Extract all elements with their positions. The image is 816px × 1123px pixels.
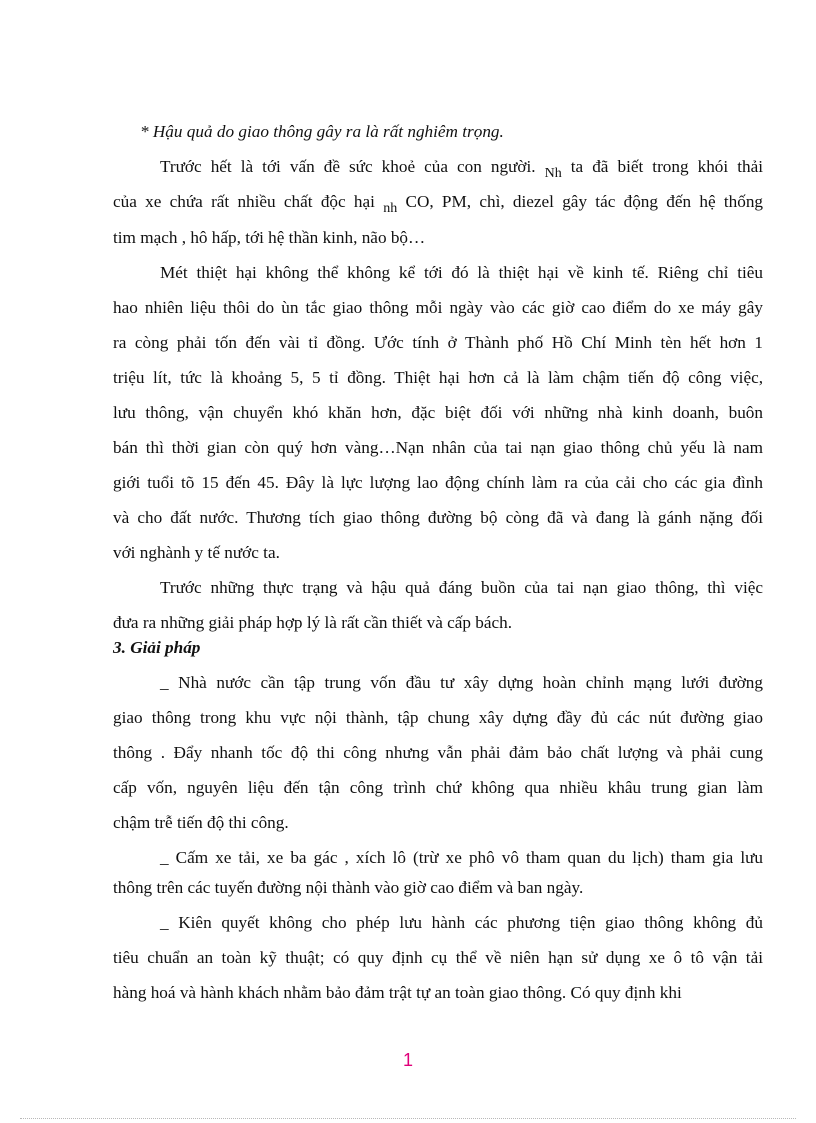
section-heading: 3. Giải pháp (113, 638, 201, 657)
paragraph-2-line: và cho đất nước. Thương tích giao thông đường bộ còng đã và đang là gánh nặng đối (113, 508, 763, 527)
paragraph-3-line: Trước những thực trạng và hậu quả đáng buồn của tai nạn giao thông, thì việc (160, 578, 763, 597)
text-span: CO, PM, chì, diezel gây tác động đến hệ thống (405, 192, 764, 211)
paragraph-4-line: chậm trễ tiến độ thi công. (113, 813, 289, 832)
paragraph-4-line: giao thông trong khu vực nội thành, tập chung xây dựng đầy đủ các nút đường giao (113, 708, 763, 727)
paragraph-6-line: tiêu chuẩn an toàn kỹ thuật; có quy định cụ thể về niên hạn sử dụng xe ô tô vận tải (113, 948, 763, 967)
paragraph-5-line: _ Cấm xe tải, xe ba gác , xích lô (trừ xe phô vô tham quan du lịch) tham gia lưu (160, 848, 763, 867)
paragraph-3-line: đưa ra những giải pháp hợp lý là rất cần thiết và cấp bách. (113, 613, 513, 632)
paragraph-1-line-3: tim mạch , hô hấp, tới hệ thần kinh, não bộ… (113, 228, 426, 247)
paragraph-2-line: Mét thiệt hại không thể không kể tới đó là thiệt hại về kinh tế. Riêng chỉ tiêu (160, 263, 763, 282)
paragraph-6-line: _ Kiên quyết không cho phép lưu hành các phương tiện giao thông không đủ (160, 913, 763, 932)
subscript-text: Nh (544, 166, 562, 181)
paragraph-4-line: thông . Đẩy nhanh tốc độ thi công nhưng vẫn phải đảm bảo chất lượng và phải cung (113, 743, 763, 762)
paragraph-1-line-1 (160, 155, 763, 179)
paragraph-2-line: lưu thông, vận chuyển khó khăn hơn, đặc biệt đối với những nhà kinh doanh, buôn (113, 403, 763, 422)
paragraph-2-line: hao nhiên liệu thôi do ùn tắc giao thông mỗi ngày vào các giờ cao điểm do xe máy gây (113, 298, 763, 317)
paragraph-2-line: bán thì thời gian còn quý hơn vàng…Nạn nhân của tai nạn giao thông chủ yếu là nam (113, 438, 763, 457)
paragraph-4-line: cấp vốn, nguyên liệu đến tận công trình chứ không qua nhiều khâu trung gian làm (113, 778, 763, 797)
page-number: 1 (402, 1050, 413, 1070)
paragraph-2-line: giới tuổi tõ 15 đến 45. Đây là lực lượng lao động chính làm ra của cải cho các gia đình (113, 473, 763, 492)
subscript-text: nh (383, 201, 398, 216)
paragraph-4-line: _ Nhà nước cần tập trung vốn đầu tư xây dựng hoàn chỉnh mạng lưới đường (160, 673, 763, 692)
footer-divider (20, 1118, 796, 1119)
text-span: của xe chứa rất nhiều chất độc hại (113, 192, 375, 211)
text-span: ta đã biết trong khói thải (570, 157, 763, 176)
paragraph-2-line: triệu lít, tức là khoảng 5, 5 tỉ đồng. Thiệt hại hơn cả là làm chậm tiến độ công việc, (113, 368, 763, 387)
paragraph-5-line: thông trên các tuyến đường nội thành vào giờ cao điểm và ban ngày. (113, 878, 584, 897)
text-span: Trước hết là tới vấn đề sức khoẻ của con người. (160, 157, 536, 176)
paragraph-6-line: hàng hoá và hành khách nhằm bảo đảm trật tự an toàn giao thông. Có quy định khi (113, 983, 682, 1002)
paragraph-2-line: với nghành y tế nước ta. (113, 543, 280, 562)
paragraph-2-line: ra còng phải tốn đến vài tỉ đồng. Ước tính ở Thành phố Hồ Chí Minh tèn hết hơn 1 (113, 333, 763, 352)
paragraph-1-line-2 (113, 190, 763, 214)
consequence-intro-line: * Hậu quả do giao thông gây ra là rất nghiêm trọng. (140, 122, 504, 141)
